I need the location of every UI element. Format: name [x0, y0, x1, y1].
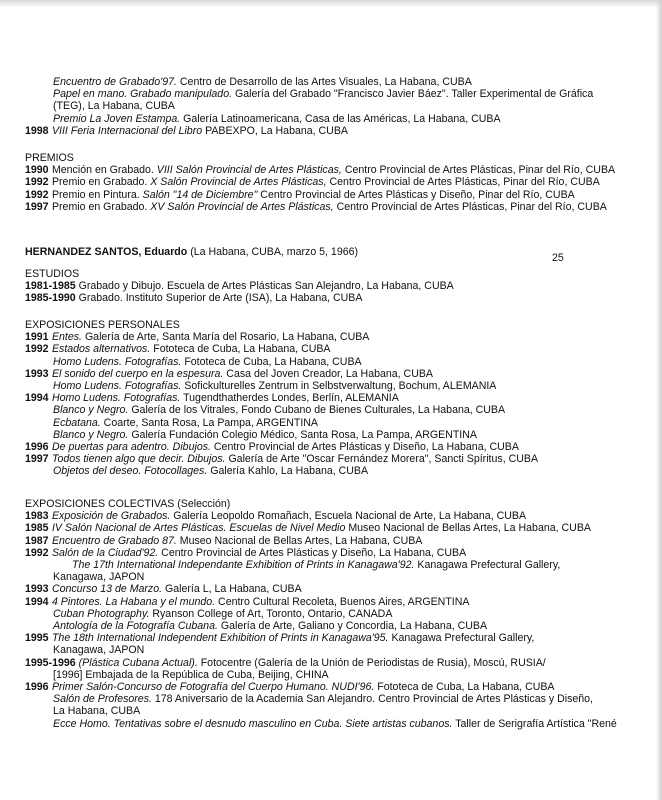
list-item: Premio La Joven Estampa. Galería Latinoamericana, Casa de las Américas, La Habana, CUBA: [53, 112, 501, 125]
premios-section: [25, 152, 647, 213]
list-item: 1996 Primer Salón-Concurso de Fotografía del Cuerpo Humano. NUDI'96. Fototeca de Cuba, La Habana, CUBA: [25, 681, 555, 694]
list-item: Kanagawa, JAPON: [53, 571, 145, 584]
list-item: 1992 Estados alternativos. Fototeca de Cuba, La Habana, CUBA: [25, 343, 331, 356]
list-item: The 17th International Independante Exhibition of Prints in Kanagawa'92. Kanagawa Prefectural Gallery,: [72, 559, 561, 572]
list-item: 1992 Premio en Pintura. Salón "14 de Diciembre" Centro Provincial de Artes Plásticas y Diseño, Pinar del Río, CUBA: [25, 188, 575, 201]
list-item: Blanco y Negro. Galería Fundación Colegio Médico, Santa Rosa, La Pampa, ARGENTINA: [53, 428, 477, 441]
section-heading: EXPOSICIONES COLECTIVAS (Selección): [25, 498, 231, 510]
scan-edge-right: [656, 0, 662, 800]
list-item: 1981-1985 Grabado y Dibujo. Escuela de Artes Plásticas San Alejandro, La Habana, CUBA: [25, 280, 454, 293]
list-item: 1991 Entes. Galería de Arte, Santa María del Rosario, La Habana, CUBA: [25, 331, 370, 344]
list-item: Encuentro de Grabado'97. Centro de Desarrollo de las Artes Visuales, La Habana, CUBA: [53, 76, 472, 88]
continued-exhibitions: [25, 76, 647, 137]
list-item: 1983 Exposición de Grabados. Galería Leopoldo Romañach, Escuela Nacional de Arte, La Habana, CUBA: [25, 510, 527, 523]
list-item: Blanco y Negro. Galería de los Vitrales, Fondo Cubano de Bienes Culturales, La Habana, CUBA: [53, 404, 506, 417]
list-item: 1993 Concurso 13 de Marzo. Galería L, La Habana, CUBA: [25, 583, 302, 596]
list-item: 1992 Salón de la Ciudad'92. Centro Provincial de Artes Plásticas y Diseño, La Habana, CUBA: [25, 546, 467, 559]
list-item: 1992 Premio en Grabado. X Salón Provincial de Artes Plásticas, Centro Provincial de Artes Plásticas, Pinar del Río, CUBA: [25, 176, 600, 189]
section-heading: ESTUDIOS: [25, 268, 80, 280]
section-heading: PREMIOS: [25, 152, 74, 164]
colectivas-section: [25, 498, 647, 730]
list-item: La Habana, CUBA: [53, 705, 141, 718]
list-item: 1997 Premio en Grabado. XV Salón Provincial de Artes Plásticas, Centro Provincial de Artes Plásticas, Pinar del Río, CUBA: [25, 200, 607, 213]
list-item: 1996 De puertas para adentro. Dibujos. Centro Provincial de Artes Plásticas y Diseño, La Habana, CUBA: [25, 441, 519, 454]
list-item: Kanagawa, JAPON: [53, 644, 145, 657]
artist-info: (La Habana, CUBA, marzo 5, 1966): [187, 246, 359, 258]
list-item: 1998 VIII Feria Internacional del Libro PABEXPO, La Habana, CUBA: [25, 124, 348, 137]
list-item: 1993 El sonido del cuerpo en la espesura. Casa del Joven Creador, La Habana, CUBA: [25, 367, 433, 380]
list-item: Homo Ludens. Fotografías. Sofickulturelles Zentrum in Selbstverwaltung, Bochum, ALEMANIA: [53, 380, 497, 393]
list-item: 1990 Mención en Grabado. VIII Salón Provincial de Artes Plásticas, Centro Provincial de Artes Plásticas, Pinar del Río, CUBA: [25, 164, 616, 177]
list-item: [1996] Embajada de la República de Cuba, Beijing, CHINA: [53, 668, 329, 681]
list-item: Papel en mano. Grabado manipulado. Galería del Grabado "Francisco Javier Báez". Taller Experimental de Gráfica: [53, 88, 594, 101]
list-item: 1985-1990 Grabado. Instituto Superior de Arte (ISA), La Habana, CUBA: [25, 292, 363, 305]
list-item: 1985 IV Salón Nacional de Artes Plásticas. Escuelas de Nivel Medio Museo Nacional de Bellas Artes, La Habana, CUBA: [25, 522, 591, 535]
list-item: Objetos del deseo. Fotocollages. Galería Kahlo, La Habana, CUBA: [53, 465, 369, 478]
list-item: 1987 Encuentro de Grabado 87. Museo Nacional de Bellas Artes, La Habana, CUBA: [25, 534, 423, 547]
list-item: (TEG), La Habana, CUBA: [53, 100, 175, 113]
list-item: 1994 4 Pintores. La Habana y el mundo. Centro Cultural Recoleta, Buenos Aires, ARGENTINA: [25, 595, 470, 608]
estudios-section: [25, 268, 647, 305]
list-item: 1995-1996 (Plástica Cubana Actual). Fotocentre (Galería de la Unión de Periodistas de Rusia), Moscú, RUSIA/: [25, 656, 546, 669]
list-item: Homo Ludens. Fotografías. Fototeca de Cuba, La Habana, CUBA: [53, 355, 362, 368]
list-item: Salón de Profesores. 178 Aniversario de la Academia San Alejandro. Centro Provincial de Artes Plásticas y Diseño,: [53, 693, 593, 706]
list-item: 1997 Todos tienen algo que decir. Dibujos. Galería de Arte "Oscar Fernández Morera", Sancti Spíritus, CUBA: [25, 453, 539, 466]
scan-edge-top: [0, 0, 662, 8]
list-item: Antología de la Fotografía Cubana. Galería de Arte, Galiano y Concordia, La Habana, CUBA: [53, 620, 488, 633]
personales-section: [25, 319, 647, 478]
list-item: Cuban Photography. Ryanson College of Art, Toronto, Ontario, CANADA: [53, 607, 393, 620]
list-item: Ecbatana. Coarte, Santa Rosa, La Pampa, ARGENTINA: [53, 416, 318, 429]
list-item: 1995 The 18th International Independent Exhibition of Prints in Kanagawa'95. Kanagawa Prefectural Gallery,: [25, 632, 535, 645]
list-item: Ecce Homo. Tentativas sobre el desnudo masculino en Cuba. Siete artistas cubanos. Taller de Serigrafía Artística "René: [53, 717, 617, 730]
entry-number: 25: [552, 252, 564, 264]
section-heading: EXPOSICIONES PERSONALES: [25, 319, 180, 331]
artist-name: HERNANDEZ SANTOS, Eduardo: [25, 246, 188, 258]
list-item: 1994 Homo Ludens. Fotografías. Tugendthatherdes Londes, Berlín, ALEMANIA: [25, 392, 399, 405]
